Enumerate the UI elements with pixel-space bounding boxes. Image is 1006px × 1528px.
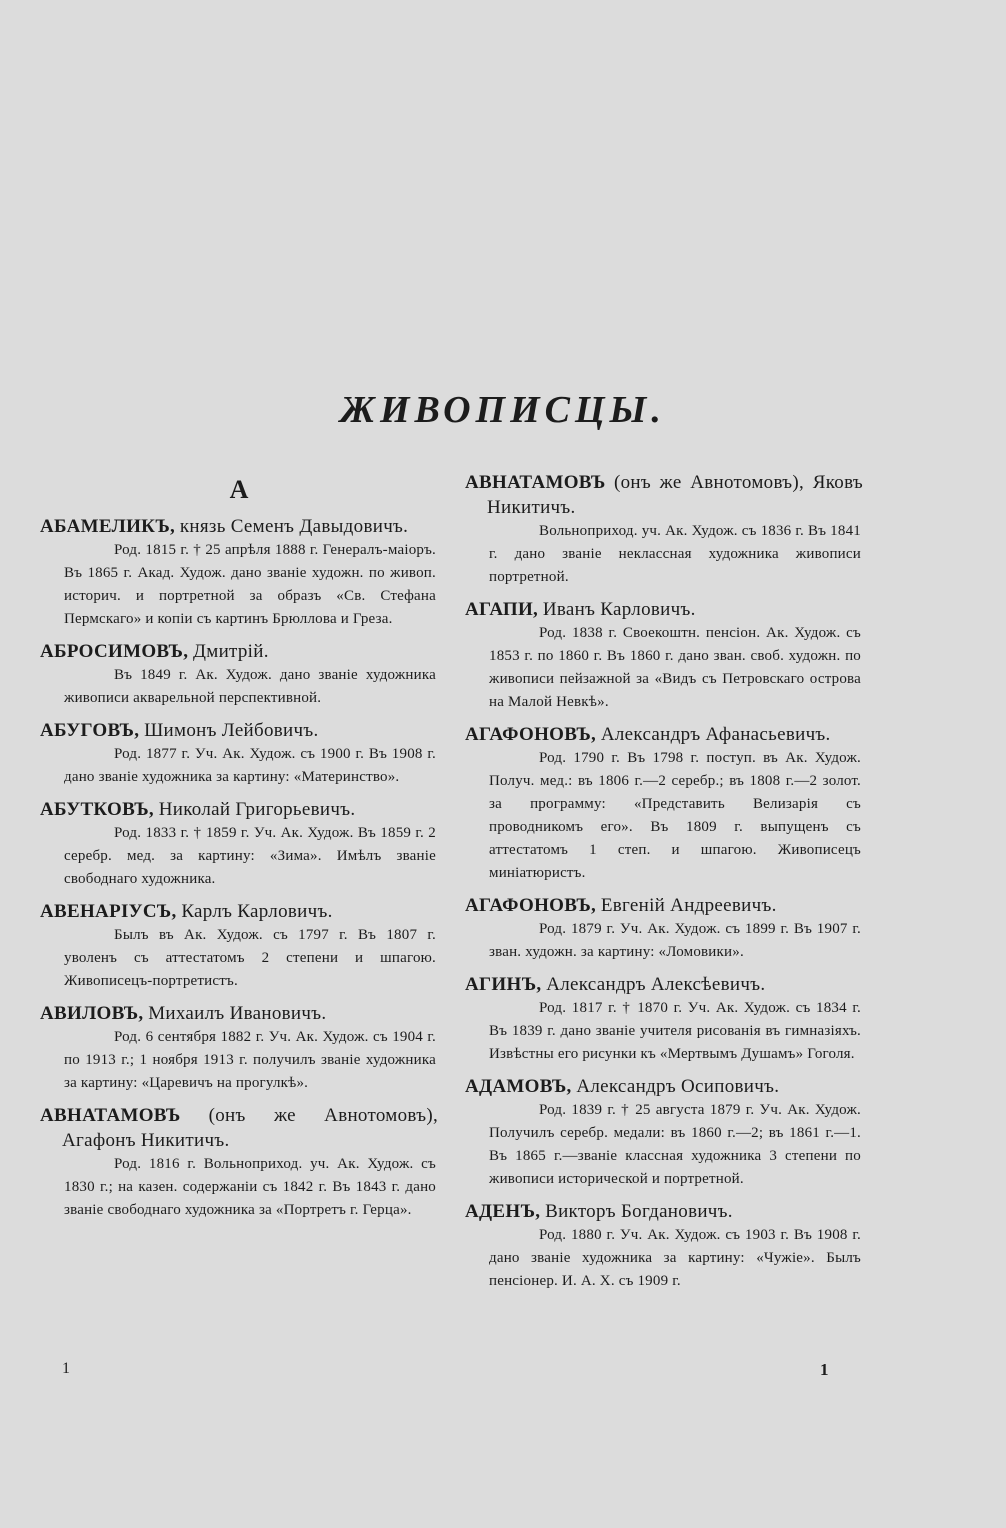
entry-body: Род. 1817 г. † 1870 г. Уч. Ак. Худож. съ 1834 г. Въ 1839 г. дано званіе учителя рисованія въ гимназіяхъ. Извѣстны его рисунки къ «Мертвымъ Душамъ» Гоголя. <box>489 1000 861 1062</box>
left-column <box>40 470 438 1230</box>
entry-heading <box>40 797 438 822</box>
entry-given-name: Александръ Осиповичъ. <box>576 1076 780 1097</box>
entry-given-name: Шимонъ Лейбовичъ. <box>144 720 319 741</box>
entry-surname: АВНАТАМОВЪ <box>465 472 606 493</box>
entry-surname: АГАФОНОВЪ, <box>465 895 597 916</box>
signature-mark: 1 <box>62 1360 70 1377</box>
entry-body: Род. 1833 г. † 1859 г. Уч. Ак. Худож. Въ 1859 г. 2 серебр. мед. за картину: «Зима». Имѣлъ званіе свободнаго художника. <box>64 825 436 887</box>
entry-surname: АБУГОВЪ, <box>40 720 140 741</box>
entry-body: Вольноприход. уч. Ак. Худож. съ 1836 г. Въ 1841 г. дано званіе неклассная художника живописи портретной. <box>489 523 861 585</box>
entry-heading <box>465 597 863 622</box>
entry <box>465 1199 863 1293</box>
entry <box>465 722 863 885</box>
entry-given-name: Карлъ Карловичъ. <box>181 901 333 922</box>
page-title: ЖИВОПИСЦЫ. <box>340 389 666 431</box>
entry-heading <box>465 722 863 747</box>
entry-heading <box>465 893 863 918</box>
entry-body: Въ 1849 г. Ак. Худож. дано званіе художника живописи акварельной перспективной. <box>64 667 436 706</box>
entry-surname: АДАМОВЪ, <box>465 1076 572 1097</box>
entry-body: Род. 1838 г. Своекоштн. пенсіон. Ак. Худож. съ 1853 г. по 1860 г. Въ 1860 г. дано зван. своб. художн. по живописи пейзажной за «Видъ съ Петровскаго острова на Малой Невкѣ». <box>489 625 861 710</box>
entry-given-name: Иванъ Карловичъ. <box>542 599 696 620</box>
entry <box>465 1074 863 1191</box>
entry-surname: АГАФОНОВЪ, <box>465 724 597 745</box>
entry-surname: АБРОСИМОВЪ, <box>40 641 189 662</box>
section-letter: А <box>229 475 249 504</box>
entry-heading <box>40 1103 438 1153</box>
entry-body: Род. 1880 г. Уч. Ак. Худож. съ 1903 г. Въ 1908 г. дано званіе художника за картину: «Чужіе». Былъ пенсіонер. И. А. Х. съ 1909 г. <box>489 1227 861 1289</box>
entry-heading <box>40 639 438 664</box>
entry <box>40 718 438 789</box>
entry <box>465 470 863 589</box>
entry <box>40 639 438 710</box>
entry-heading <box>40 514 438 539</box>
page-number: 1 <box>820 1360 829 1379</box>
entry-given-name: Евгеній Андреевичъ. <box>600 895 777 916</box>
entry <box>465 893 863 964</box>
entry-surname: АБУТКОВЪ, <box>40 799 154 820</box>
entry-given-name: Дмитрій. <box>193 641 269 662</box>
entry-given-name: Александръ Афанасьевичъ. <box>600 724 831 745</box>
entry-surname: АГИНЪ, <box>465 974 542 995</box>
entry-surname: АДЕНЪ, <box>465 1201 541 1222</box>
entry-heading <box>465 972 863 997</box>
entry-body: Род. 1790 г. Въ 1798 г. поступ. въ Ак. Худож. Получ. мед.: въ 1806 г.—2 серебр.; въ 1808 г.—2 золот. за программу: «Представить Велизарія съ проводникомъ его». Въ 1809 г. выпущенъ съ аттестатомъ 1 степ. и шпагою. Живописецъ миніатюристъ. <box>489 750 861 881</box>
right-column <box>465 470 863 1301</box>
entry-given-name: Николай Григорьевичъ. <box>158 799 356 820</box>
entry-body: Былъ въ Ак. Худож. съ 1797 г. Въ 1807 г. уволенъ съ аттестатомъ 2 степени и шпагою. Живописецъ-портретистъ. <box>64 927 436 989</box>
entry-given-name: Михаилъ Ивановичъ. <box>148 1003 327 1024</box>
entry-given-name: (онъ же Авнотомовъ), Агафонъ Никитичъ. <box>62 1105 438 1151</box>
entry-heading <box>40 1001 438 1026</box>
entry-heading <box>465 470 863 520</box>
entry <box>465 597 863 714</box>
entry-surname: АВИЛОВЪ, <box>40 1003 144 1024</box>
entry-given-name: Викторъ Богдановичъ. <box>545 1201 733 1222</box>
entry <box>40 514 438 631</box>
entry-given-name: князь Семенъ Давыдовичъ. <box>179 516 409 537</box>
entry-surname: АГАПИ, <box>465 599 539 620</box>
entry <box>40 899 438 993</box>
entry-body: Род. 1815 г. † 25 апрѣля 1888 г. Генералъ-маіоръ. Въ 1865 г. Акад. Худож. дано званіе художн. по живоп. историч. и портретной за образъ «Св. Стефана Пермскаго» и копіи съ картинъ Брюллова и Греза. <box>64 542 436 627</box>
entry-heading <box>40 899 438 924</box>
entry-body: Род. 6 сентября 1882 г. Уч. Ак. Худож. съ 1904 г. по 1913 г.; 1 ноября 1913 г. получилъ званіе художника за картину: «Царевичъ на прогулкѣ». <box>64 1029 436 1091</box>
entry <box>40 1103 438 1222</box>
entry-surname: АВНАТАМОВЪ <box>40 1105 181 1126</box>
entry-body: Род. 1877 г. Уч. Ак. Худож. съ 1900 г. Въ 1908 г. дано званіе художника за картину: «Материнство». <box>64 746 436 785</box>
entry-body: Род. 1879 г. Уч. Ак. Худож. съ 1899 г. Въ 1907 г. зван. художн. за картину: «Ломовики». <box>489 921 861 960</box>
entry-body: Род. 1816 г. Вольноприход. уч. Ак. Худож. съ 1830 г.; на казен. содержаніи съ 1842 г. Въ 1843 г. дано званіе свободнаго художника за «Портретъ г. Герца». <box>64 1156 436 1218</box>
entry-given-name: (онъ же Авнотомовъ), Яковъ Никитичъ. <box>487 472 863 518</box>
entry-surname: АБАМЕЛИКЪ, <box>40 516 176 537</box>
entry-surname: АВЕНАРІУСЪ, <box>40 901 177 922</box>
entry <box>465 972 863 1066</box>
entry-given-name: Александръ Алексѣевичъ. <box>546 974 766 995</box>
entry-heading <box>465 1199 863 1224</box>
entry-heading <box>465 1074 863 1099</box>
entry <box>40 797 438 891</box>
entry-heading <box>40 718 438 743</box>
entry <box>40 1001 438 1095</box>
entry-body: Род. 1839 г. † 25 августа 1879 г. Уч. Ак. Худож. Получилъ серебр. медали: въ 1860 г.—2; въ 1861 г.—1. Въ 1865 г.—званіе классная художника 3 степени по живописи исторической и портретной. <box>489 1102 861 1187</box>
